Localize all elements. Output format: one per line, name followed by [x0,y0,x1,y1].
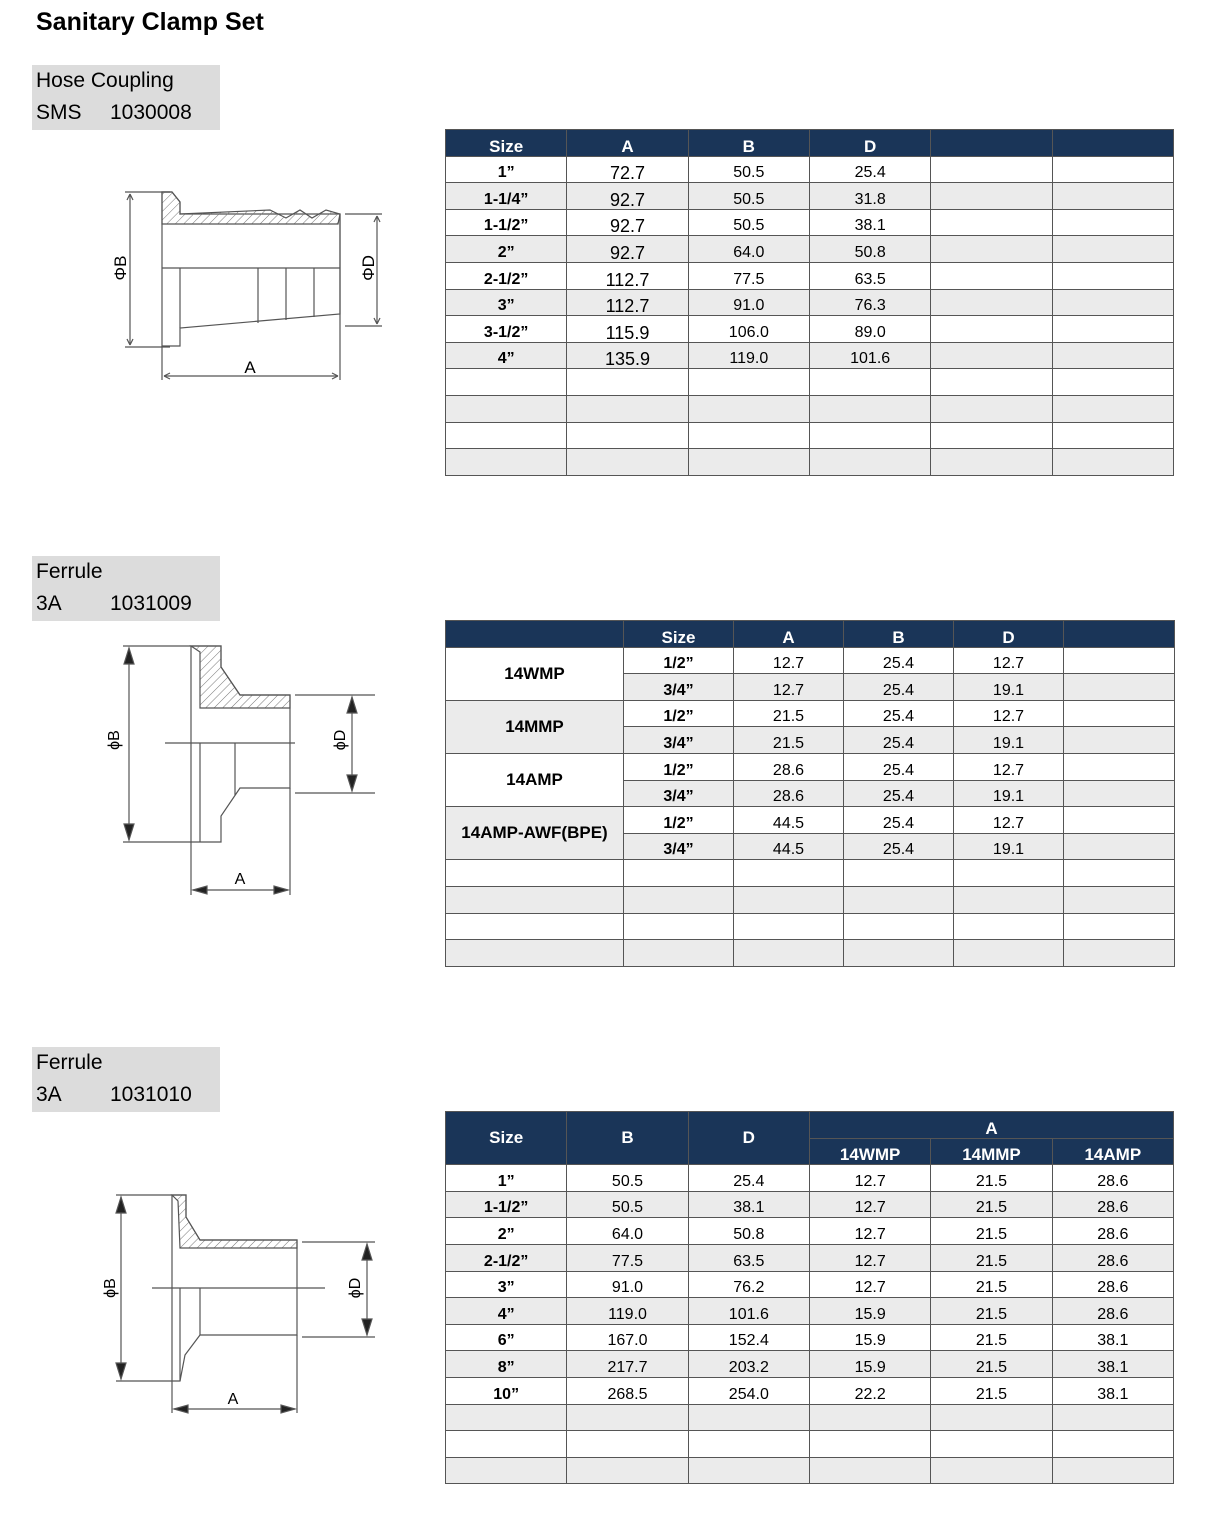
table-cell [624,886,734,913]
table-row [446,422,1174,449]
table-cell: 167.0 [567,1324,688,1351]
table-cell: 50.5 [688,156,809,183]
table-cell [931,369,1052,396]
col-header: B [567,1112,688,1165]
col-header: A [567,130,688,157]
table-cell: 8” [446,1351,567,1378]
table-cell: 50.5 [688,183,809,210]
table-cell: 21.5 [931,1298,1052,1325]
table-cell: 268.5 [567,1377,688,1404]
table-cell: 50.8 [688,1218,809,1245]
table-cell [688,1431,809,1458]
table-cell [1064,647,1175,674]
table-cell [844,913,954,940]
table-cell [844,860,954,887]
ferrule-1031010-table [445,1111,1174,1484]
product-standard: SMS [36,101,82,124]
table-cell: 4” [446,1298,567,1325]
table-row [446,1404,1174,1431]
table-cell: 15.9 [809,1298,930,1325]
table-cell [1064,860,1175,887]
table-cell: 2” [446,1218,567,1245]
product-name: Hose Coupling [36,69,174,92]
table-cell [734,860,844,887]
table-cell: 19.1 [954,727,1064,754]
table-cell: 50.8 [809,236,930,263]
col-subheader: 14MMP [931,1138,1052,1165]
table-cell: 25.4 [844,674,954,701]
table-cell: 1” [446,1165,567,1192]
table-cell: 21.5 [931,1244,1052,1271]
table-row [446,940,1175,967]
table-cell [688,369,809,396]
table-cell: 21.5 [734,727,844,754]
table-row [446,647,1175,674]
table-cell: 31.8 [809,183,930,210]
table-row [446,209,1174,236]
table-cell [1052,342,1173,369]
table-cell [931,1431,1052,1458]
table-cell: 6” [446,1324,567,1351]
group-label: 14WMP [446,647,624,700]
table-cell [1052,449,1173,476]
table-cell [446,913,624,940]
table-cell: 91.0 [567,1271,688,1298]
table-cell [1064,780,1175,807]
table-cell: 22.2 [809,1377,930,1404]
table-cell: 1-1/2” [446,1191,567,1218]
hose-coupling-table [445,129,1174,476]
table-cell [446,449,567,476]
table-cell: 135.9 [567,342,688,369]
table-row [446,1271,1174,1298]
table-cell: 44.5 [734,833,844,860]
table-cell [809,1404,930,1431]
table-row [446,289,1174,316]
dim-b-label: ΦB [111,255,130,281]
table-row [446,156,1174,183]
table-cell [1064,940,1175,967]
table-row [446,700,1175,727]
table-cell: 3/4” [624,674,734,701]
table-row [446,1324,1174,1351]
table-cell [567,1431,688,1458]
product-code: 1031009 [110,592,192,615]
table-cell: 72.7 [567,156,688,183]
table-row [446,860,1175,887]
table-cell: 21.5 [931,1191,1052,1218]
col-subheader: 14AMP [1052,1138,1173,1165]
col-header: D [688,1112,809,1165]
table-row [446,369,1174,396]
table-cell: 21.5 [931,1218,1052,1245]
table-cell [688,422,809,449]
table-cell: 91.0 [688,289,809,316]
table-cell: 38.1 [1052,1377,1173,1404]
table-cell: 152.4 [688,1324,809,1351]
group-label: 14AMP [446,753,624,806]
table-cell: 12.7 [809,1191,930,1218]
table-cell: 106.0 [688,316,809,343]
table-cell: 50.5 [688,209,809,236]
dim-b-label: ϕB [106,730,123,750]
table-cell: 12.7 [734,647,844,674]
table-cell [446,395,567,422]
table-row [446,1165,1174,1192]
table-cell: 38.1 [1052,1324,1173,1351]
table-cell: 2-1/2” [446,262,567,289]
table-row [446,807,1175,834]
table-cell [1052,262,1173,289]
table-cell: 12.7 [809,1218,930,1245]
col-header [1064,621,1175,648]
table-cell [954,886,1064,913]
table-cell: 25.4 [688,1165,809,1192]
table-row [446,316,1174,343]
section-label-ferrule-1031009 [32,556,220,621]
table-cell: 92.7 [567,209,688,236]
table-cell [809,1457,930,1484]
table-cell [931,449,1052,476]
table-row [446,1351,1174,1378]
table-cell [567,1404,688,1431]
table-cell: 115.9 [567,316,688,343]
table-cell: 1” [446,156,567,183]
table-cell: 112.7 [567,262,688,289]
dim-b-label: ϕB [102,1278,119,1298]
table-cell: 101.6 [688,1298,809,1325]
table-cell: 38.1 [688,1191,809,1218]
table-cell: 1/2” [624,647,734,674]
table-cell: 3/4” [624,833,734,860]
table-cell [446,422,567,449]
table-row [446,1244,1174,1271]
table-cell [954,913,1064,940]
table-cell [1064,913,1175,940]
table-cell [809,369,930,396]
table-cell [446,940,624,967]
table-cell: 1/2” [624,700,734,727]
table-cell: 25.4 [844,780,954,807]
dim-a-label: A [234,871,246,888]
table-cell [809,395,930,422]
table-cell [734,940,844,967]
table-cell: 92.7 [567,236,688,263]
table-cell [1052,1431,1173,1458]
dim-d-label: ΦD [359,255,378,281]
table-cell: 25.4 [844,727,954,754]
table-cell [624,940,734,967]
table-cell [688,1404,809,1431]
table-cell: 4” [446,342,567,369]
ferrule-1031010-drawing [90,1185,390,1420]
table-cell [446,1404,567,1431]
table-cell [1052,316,1173,343]
table-cell: 76.2 [688,1271,809,1298]
table-cell: 44.5 [734,807,844,834]
table-cell: 28.6 [1052,1244,1173,1271]
col-header: Size [446,130,567,157]
table-cell: 10” [446,1377,567,1404]
table-cell: 12.7 [734,674,844,701]
table-cell [624,913,734,940]
table-row [446,886,1175,913]
dim-d-label: ϕD [347,1277,364,1299]
table-cell [1064,674,1175,701]
col-header: B [844,621,954,648]
table-cell [954,940,1064,967]
table-cell: 19.1 [954,780,1064,807]
table-cell: 119.0 [567,1298,688,1325]
table-cell [734,913,844,940]
table-cell [1052,422,1173,449]
col-header: Size [446,1112,567,1165]
table-cell [688,449,809,476]
section-label-ferrule-1031010 [32,1047,220,1112]
table-cell [1064,833,1175,860]
table-row [446,183,1174,210]
table-cell: 63.5 [809,262,930,289]
table-cell: 2” [446,236,567,263]
group-label: 14MMP [446,700,624,753]
table-cell [1064,700,1175,727]
table-cell: 3/4” [624,780,734,807]
table-cell [931,156,1052,183]
table-cell [931,395,1052,422]
table-cell [931,262,1052,289]
table-cell: 28.6 [1052,1218,1173,1245]
table-cell [844,940,954,967]
table-cell: 92.7 [567,183,688,210]
table-cell [688,395,809,422]
col-header: B [688,130,809,157]
table-cell [688,1457,809,1484]
table-cell [567,1457,688,1484]
table-cell [1052,395,1173,422]
col-header [931,130,1052,157]
table-cell: 1-1/4” [446,183,567,210]
table-cell [1052,1457,1173,1484]
product-name: Ferrule [36,1051,103,1074]
table-cell: 77.5 [688,262,809,289]
table-cell: 21.5 [931,1165,1052,1192]
table-cell [931,1457,1052,1484]
product-standard: 3A [36,1083,62,1106]
table-cell [1052,156,1173,183]
table-cell: 64.0 [567,1218,688,1245]
table-cell [931,1404,1052,1431]
table-cell: 63.5 [688,1244,809,1271]
table-cell: 25.4 [844,753,954,780]
table-cell [844,886,954,913]
table-cell: 2-1/2” [446,1244,567,1271]
table-cell: 101.6 [809,342,930,369]
product-code: 1031010 [110,1083,192,1106]
section-label-hose-coupling [32,65,220,130]
table-cell [446,1457,567,1484]
table-cell: 3” [446,289,567,316]
group-label: 14AMP-AWF(BPE) [446,807,624,860]
table-cell [931,342,1052,369]
col-header: D [954,621,1064,648]
table-cell: 50.5 [567,1165,688,1192]
table-cell [1052,289,1173,316]
table-row [446,1377,1174,1404]
table-cell: 77.5 [567,1244,688,1271]
table-cell: 203.2 [688,1351,809,1378]
table-cell: 21.5 [931,1271,1052,1298]
table-cell [446,886,624,913]
table-cell [1064,886,1175,913]
col-header: A [734,621,844,648]
table-cell: 12.7 [954,647,1064,674]
table-cell: 12.7 [954,700,1064,727]
table-cell: 112.7 [567,289,688,316]
table-cell: 28.6 [734,780,844,807]
table-cell [809,422,930,449]
table-row [446,236,1174,263]
table-cell: 38.1 [809,209,930,236]
table-row [446,449,1174,476]
table-cell: 1-1/2” [446,209,567,236]
table-row [446,1431,1174,1458]
table-cell: 3/4” [624,727,734,754]
product-name: Ferrule [36,560,103,583]
table-row [446,1457,1174,1484]
table-cell [1052,1404,1173,1431]
table-cell: 21.5 [931,1351,1052,1378]
table-cell [931,236,1052,263]
table-cell [446,1431,567,1458]
table-cell: 21.5 [931,1377,1052,1404]
table-row [446,342,1174,369]
table-cell: 254.0 [688,1377,809,1404]
table-cell [734,886,844,913]
table-cell [809,449,930,476]
table-cell: 50.5 [567,1191,688,1218]
table-cell [931,289,1052,316]
table-cell [809,1431,930,1458]
table-cell: 25.4 [844,647,954,674]
table-row [446,1218,1174,1245]
table-row [446,262,1174,289]
table-cell: 21.5 [931,1324,1052,1351]
table-cell [624,860,734,887]
table-cell: 19.1 [954,674,1064,701]
table-cell: 28.6 [734,753,844,780]
dim-d-label: ϕD [332,729,349,751]
table-cell [1052,369,1173,396]
table-cell: 89.0 [809,316,930,343]
table-row [446,753,1175,780]
table-cell: 25.4 [844,833,954,860]
table-cell: 15.9 [809,1324,930,1351]
table-cell: 25.4 [809,156,930,183]
col-header [1052,130,1173,157]
table-cell [1052,183,1173,210]
table-cell: 76.3 [809,289,930,316]
table-cell [1052,209,1173,236]
ferrule-1031009-table [445,620,1175,967]
table-cell: 28.6 [1052,1165,1173,1192]
table-cell: 64.0 [688,236,809,263]
table-cell [567,369,688,396]
col-header [446,621,624,648]
page-title: Sanitary Clamp Set [36,8,264,36]
table-cell: 12.7 [809,1165,930,1192]
table-cell: 21.5 [734,700,844,727]
table-cell: 15.9 [809,1351,930,1378]
product-standard: 3A [36,592,62,615]
table-cell: 3” [446,1271,567,1298]
table-cell: 38.1 [1052,1351,1173,1378]
table-cell: 217.7 [567,1351,688,1378]
hose-coupling-drawing [100,180,400,390]
table-cell [1064,727,1175,754]
table-cell: 3-1/2” [446,316,567,343]
table-cell: 12.7 [954,807,1064,834]
table-cell: 1/2” [624,807,734,834]
table-cell [954,860,1064,887]
table-cell: 28.6 [1052,1271,1173,1298]
ferrule-1031009-drawing [95,640,395,900]
table-cell [1052,236,1173,263]
table-cell [1064,807,1175,834]
table-cell [567,422,688,449]
table-cell [567,395,688,422]
table-cell: 12.7 [954,753,1064,780]
table-row [446,913,1175,940]
col-header: Size [624,621,734,648]
table-cell: 28.6 [1052,1298,1173,1325]
table-row [446,1298,1174,1325]
table-cell [931,422,1052,449]
table-cell: 119.0 [688,342,809,369]
table-row [446,395,1174,422]
dim-a-label: A [227,1391,239,1408]
col-header: A [809,1112,1173,1139]
table-cell: 12.7 [809,1271,930,1298]
table-cell: 19.1 [954,833,1064,860]
table-cell [931,209,1052,236]
table-cell: 25.4 [844,807,954,834]
table-cell [931,316,1052,343]
table-cell [446,860,624,887]
table-cell: 12.7 [809,1244,930,1271]
table-cell: 28.6 [1052,1191,1173,1218]
product-code: 1030008 [110,101,192,124]
table-cell [567,449,688,476]
table-row [446,1191,1174,1218]
col-subheader: 14WMP [809,1138,930,1165]
table-cell: 1/2” [624,753,734,780]
dim-a-label: A [244,358,256,377]
col-header: D [809,130,930,157]
table-cell [446,369,567,396]
table-cell [931,183,1052,210]
table-cell [1064,753,1175,780]
table-cell: 25.4 [844,700,954,727]
